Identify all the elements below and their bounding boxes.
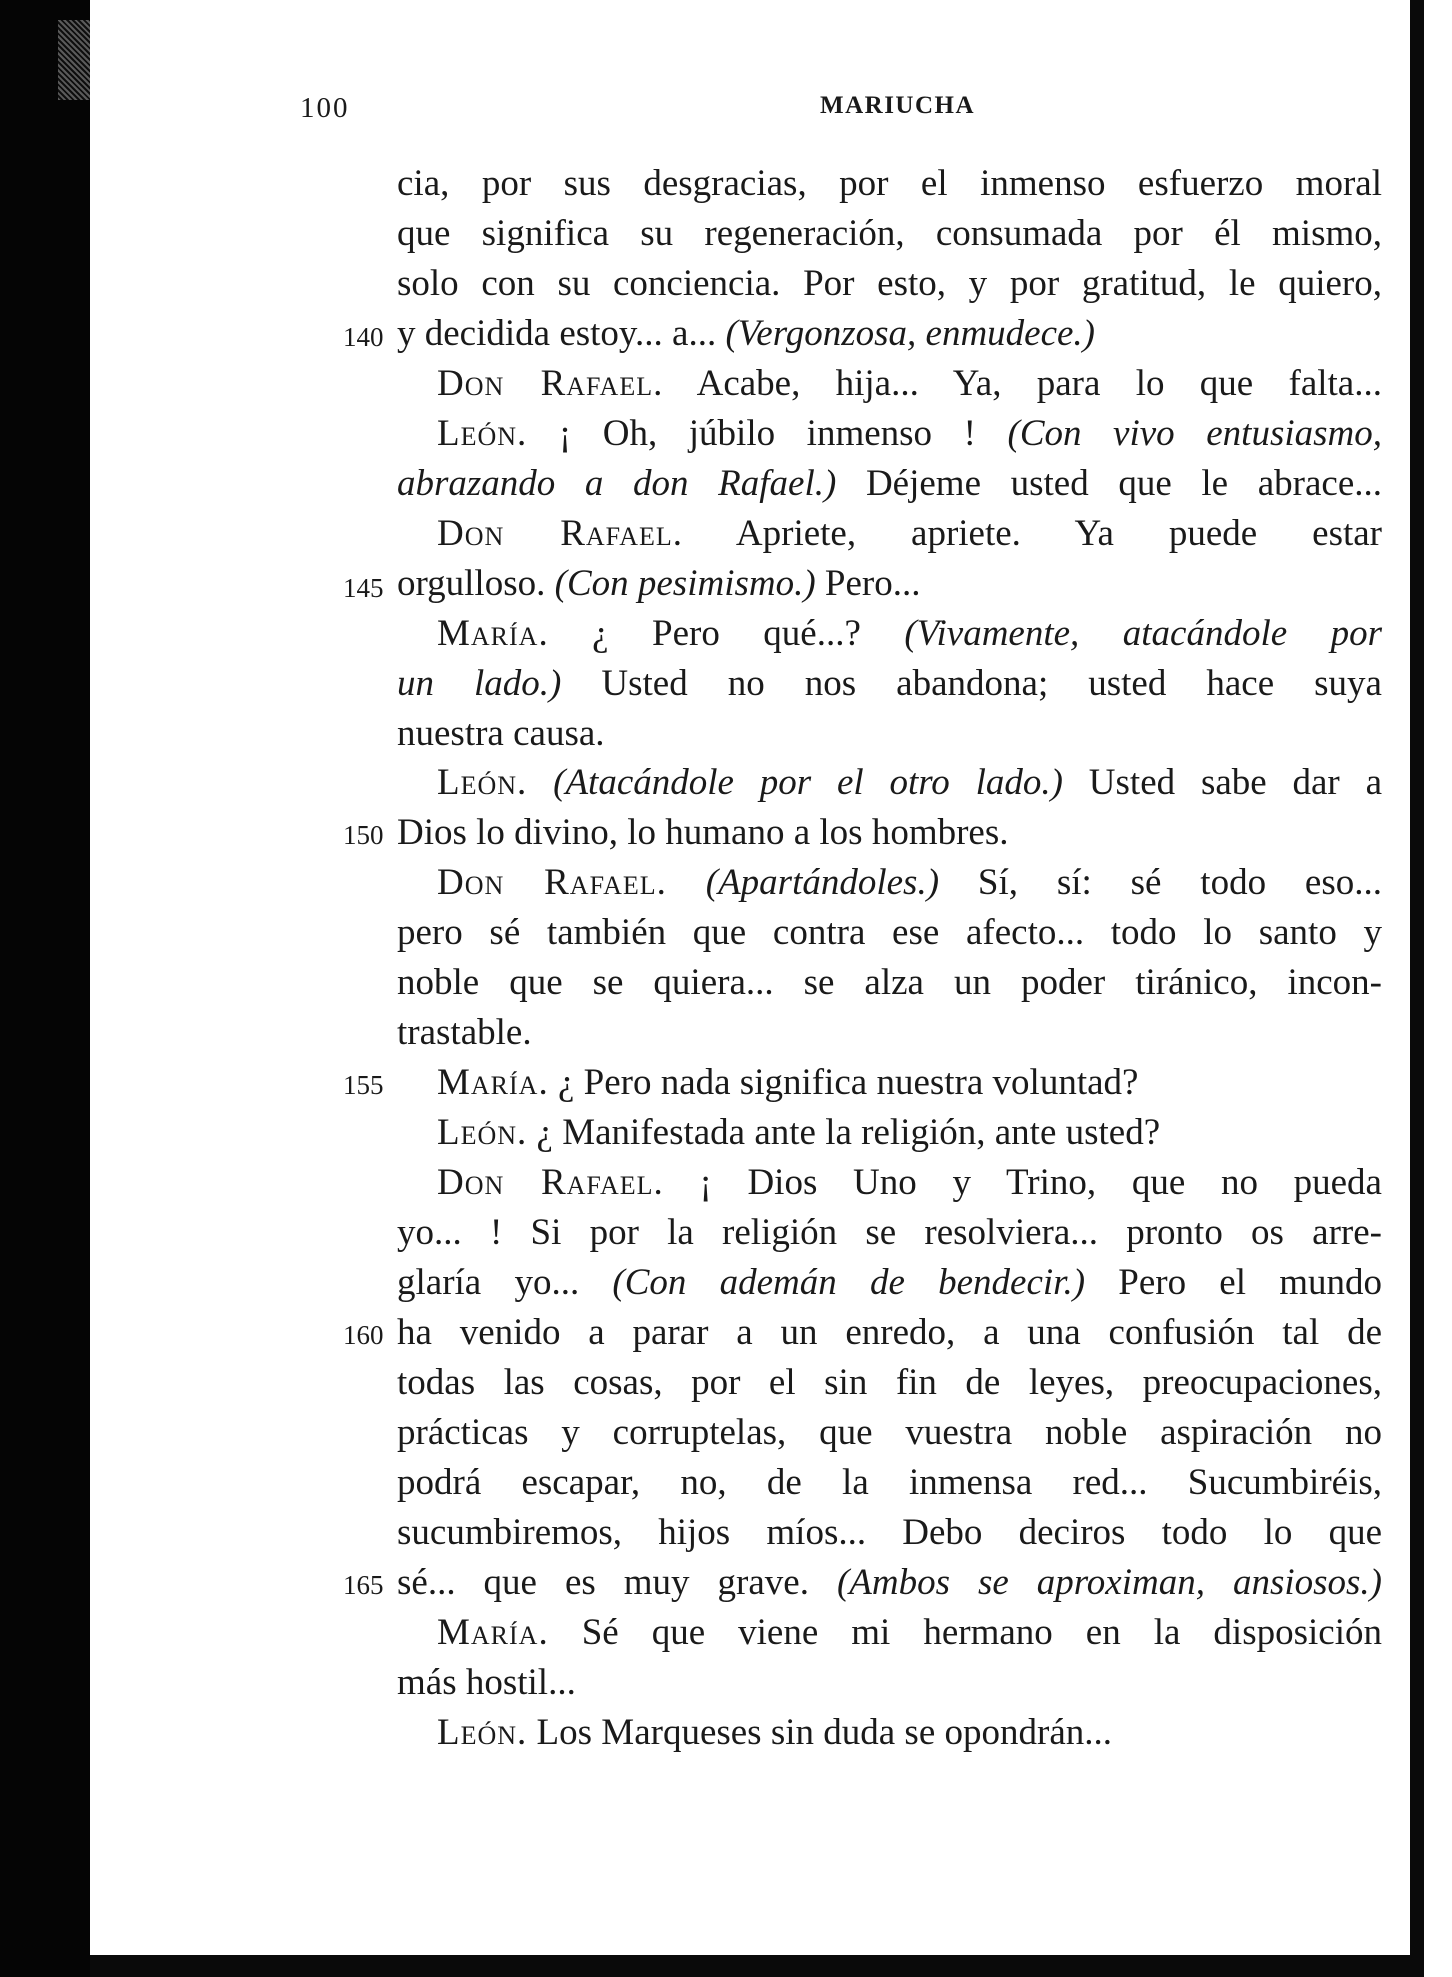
- line-number-150: 150: [343, 820, 384, 850]
- text-line: trastable.: [397, 1012, 532, 1053]
- text-line: sé... que es muy grave. (Ambos se aproximan, ansiosos.): [397, 1562, 1382, 1603]
- text-line: prácticas y corruptelas, que vuestra noble aspiración no: [397, 1412, 1382, 1453]
- text-line: más hostil...: [397, 1662, 576, 1703]
- speaker-name: León.: [437, 762, 528, 803]
- text-line: cia, por sus desgracias, por el inmenso esfuerzo moral: [397, 163, 1382, 204]
- text-line: Dios lo divino, lo humano a los hombres.: [397, 812, 1009, 853]
- line-number-140: 140: [343, 322, 384, 352]
- dialogue-line: María. ¿ Pero qué...? (Vivamente, atacándole por: [437, 613, 1382, 654]
- dialogue-line: León. ¿ Manifestada ante la religión, ante usted?: [437, 1112, 1161, 1153]
- speaker-name: León.: [437, 413, 528, 454]
- dialogue-line: Don Rafael. Apriete, apriete. Ya puede estar: [437, 513, 1382, 554]
- scan-bottom-border: [90, 1955, 1424, 1977]
- stage-direction: (Vivamente, atacándole por: [904, 613, 1382, 654]
- stage-direction: (Vergonzosa, enmudece.): [725, 313, 1096, 354]
- line-number-155: 155: [343, 1070, 384, 1100]
- stage-direction: (Ambos se aproximan, ansiosos.): [836, 1562, 1382, 1603]
- speaker-name: León.: [437, 1112, 528, 1153]
- line-number-165: 165: [343, 1570, 384, 1600]
- dialogue-line: León. (Atacándole por el otro lado.) Usted sabe dar a: [437, 762, 1382, 803]
- speaker-name: María.: [437, 613, 549, 654]
- stage-direction: (Con vivo entusiasmo,: [1007, 413, 1382, 454]
- text-line: sucumbiremos, hijos míos... Debo deciros todo lo que: [397, 1512, 1382, 1553]
- text-line: ha venido a parar a un enredo, a una confusión tal de: [397, 1312, 1382, 1353]
- text-line: orgulloso. (Con pesimismo.) Pero...: [397, 563, 921, 604]
- stage-direction: (Con ademán de bendecir.): [612, 1262, 1086, 1303]
- line-number-160: 160: [343, 1320, 384, 1350]
- text-line: yo... ! Si por la religión se resolviera... pronto os arre-: [397, 1212, 1382, 1253]
- stage-direction: (Atacándole por el otro lado.): [527, 762, 1063, 803]
- text-line: un lado.) Usted no nos abandona; usted hace suya: [397, 663, 1382, 704]
- speaker-name: Don Rafael.: [437, 862, 667, 903]
- running-title: MARIUCHA: [820, 92, 976, 119]
- dialogue-line: María. ¿ Pero nada significa nuestra voluntad?: [437, 1062, 1139, 1103]
- text-line: que significa su regeneración, consumada por él mismo,: [397, 213, 1382, 254]
- text-line: pero sé también que contra ese afecto... todo lo santo y: [397, 912, 1382, 953]
- page-number: 100: [300, 92, 350, 124]
- speaker-name: Don Rafael.: [437, 1162, 664, 1203]
- line-number-145: 145: [343, 573, 384, 603]
- speaker-name: Don Rafael.: [437, 363, 664, 404]
- speaker-name: León.: [437, 1712, 528, 1753]
- text-line: solo con su conciencia. Por esto, y por gratitud, le quiero,: [397, 263, 1382, 304]
- scan-right-border: [1410, 0, 1424, 1977]
- speaker-name: María.: [437, 1062, 549, 1103]
- stage-direction: (Con pesimismo.): [554, 563, 816, 604]
- text-line: glaría yo... (Con ademán de bendecir.) Pero el mundo: [397, 1262, 1382, 1303]
- dialogue-line: León. ¡ Oh, júbilo inmenso ! (Con vivo entusiasmo,: [437, 413, 1382, 454]
- stage-direction: abrazando a don Rafael.): [397, 463, 837, 504]
- stage-direction: un lado.): [397, 663, 562, 704]
- text-line: nuestra causa.: [397, 713, 605, 754]
- text-line: y decidida estoy... a... (Vergonzosa, enmudece.): [397, 313, 1096, 354]
- speaker-name: Don Rafael.: [437, 513, 683, 554]
- dialogue-line: León. Los Marqueses sin duda se opondrán...: [437, 1712, 1112, 1753]
- speaker-name: María.: [437, 1612, 549, 1653]
- text-line: podrá escapar, no, de la inmensa red... Sucumbiréis,: [397, 1462, 1382, 1503]
- dialogue-line: Don Rafael. ¡ Dios Uno y Trino, que no pueda: [437, 1162, 1382, 1203]
- dialogue-line: Don Rafael. (Apartándoles.) Sí, sí: sé todo eso...: [437, 862, 1382, 903]
- dialogue-line: María. Sé que viene mi hermano en la disposición: [437, 1612, 1382, 1653]
- text-line: todas las cosas, por el sin fin de leyes, preocupaciones,: [397, 1362, 1382, 1403]
- dialogue-line: Don Rafael. Acabe, hija... Ya, para lo que falta...: [437, 363, 1382, 404]
- stage-direction: (Apartándoles.): [666, 862, 940, 903]
- text-line: abrazando a don Rafael.) Déjeme usted que le abrace...: [397, 463, 1382, 504]
- text-line: noble que se quiera... se alza un poder tiránico, incon-: [397, 962, 1382, 1003]
- scan-left-border: [0, 0, 90, 1977]
- scan-noise: [58, 20, 94, 100]
